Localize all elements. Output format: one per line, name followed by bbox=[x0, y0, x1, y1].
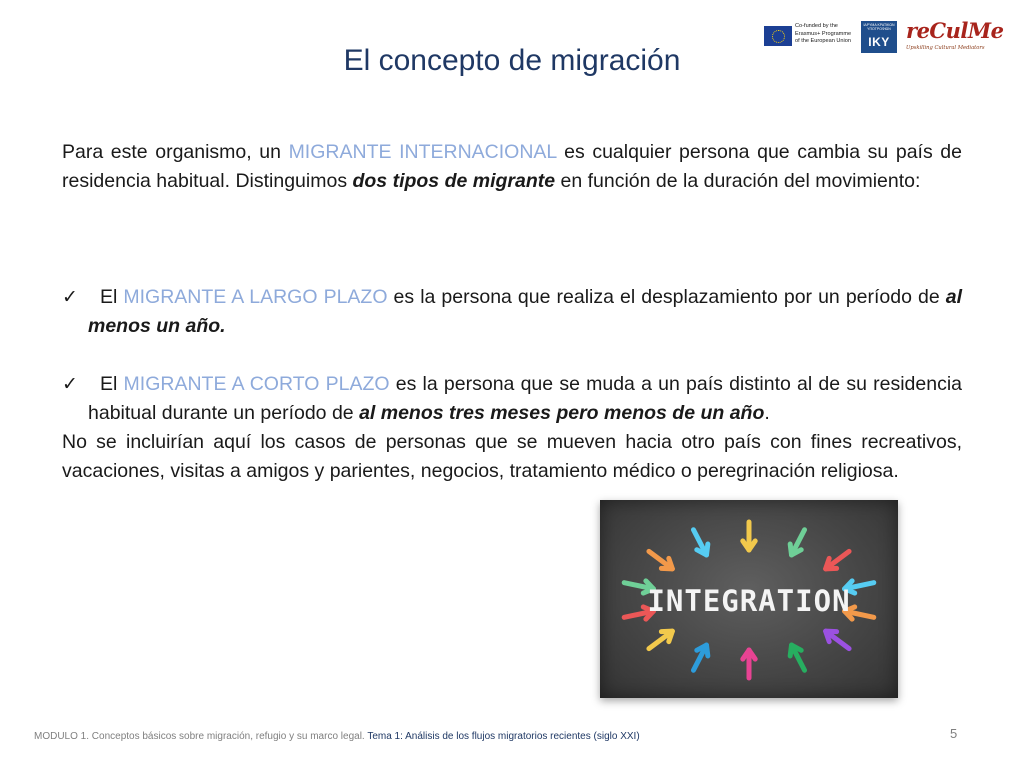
footer bbox=[34, 731, 640, 742]
check-icon: ✓ bbox=[62, 287, 78, 308]
intro-paragraph: Para este organismo, un MIGRANTE INTERNACIONAL es cualquier persona que cambia su país de residencia habitual. Distinguimos dos tipos de migrante en función de la duración del movimiento: bbox=[62, 141, 962, 192]
chalk-arrow-icon bbox=[693, 645, 707, 670]
chalk-arrow-icon bbox=[693, 530, 707, 555]
arrows-illustration bbox=[600, 500, 898, 698]
chalk-arrow-icon bbox=[790, 645, 804, 670]
closing-paragraph: No se incluirían aquí los casos de personas que se mueven hacia otro país con fines recreativos, vacaciones, visitas a amigos y parientes, negocios, tratamiento médico o peregrinación religiosa. bbox=[62, 431, 962, 482]
footer-tema: Tema 1: Análisis de los flujos migratorios recientes (siglo XXI) bbox=[367, 731, 640, 742]
chalk-arrow-icon bbox=[826, 631, 849, 648]
chalk-arrow-icon bbox=[743, 650, 755, 678]
eu-flag-icon bbox=[764, 26, 792, 46]
eu-cofunded-text: Co-funded by the Erasmus+ Programme of the European Union bbox=[795, 23, 852, 44]
reculm-subtitle: Upskilling Cultural Mediators bbox=[906, 45, 985, 51]
slide-title: El concepto de migración bbox=[343, 44, 681, 77]
chalk-arrow-icon bbox=[790, 530, 804, 555]
migrante-corto-plazo-term: MIGRANTE A CORTO PLAZO bbox=[123, 373, 390, 395]
migrante-internacional-term: MIGRANTE INTERNACIONAL bbox=[288, 141, 557, 163]
iky-logo: ΙΔΡΥΜΑ ΚΡΑΤΙΚΩΝ ΥΠΟΤΡΟΦΙΩΝ IKY bbox=[861, 21, 897, 53]
check-icon: ✓ bbox=[62, 374, 78, 395]
chalk-arrow-icon bbox=[649, 631, 672, 648]
partner-logos bbox=[764, 18, 1004, 58]
chalk-arrow-icon bbox=[743, 522, 755, 550]
integration-chalkboard-image bbox=[600, 500, 898, 698]
migrante-largo-plazo-term: MIGRANTE A LARGO PLAZO bbox=[123, 286, 388, 308]
footer-modulo: MODULO 1. Conceptos básicos sobre migración, refugio y su marco legal. bbox=[34, 731, 365, 742]
integration-chalk-text: INTEGRATION bbox=[647, 584, 851, 618]
bullet-largo-plazo: El MIGRANTE A LARGO PLAZO es la persona que realiza el desplazamiento por un período de al menos un año. bbox=[88, 286, 962, 337]
reculm-logo: reCulMe bbox=[906, 18, 1004, 43]
bullet-corto-plazo: El MIGRANTE A CORTO PLAZO es la persona que se muda a un país distinto al de su residencia habitual durante un período de al menos tres meses pero menos de un año. bbox=[88, 373, 962, 424]
page-number: 5 bbox=[950, 726, 958, 741]
chalk-arrow-icon bbox=[826, 551, 849, 568]
chalk-arrow-icon bbox=[649, 551, 672, 568]
